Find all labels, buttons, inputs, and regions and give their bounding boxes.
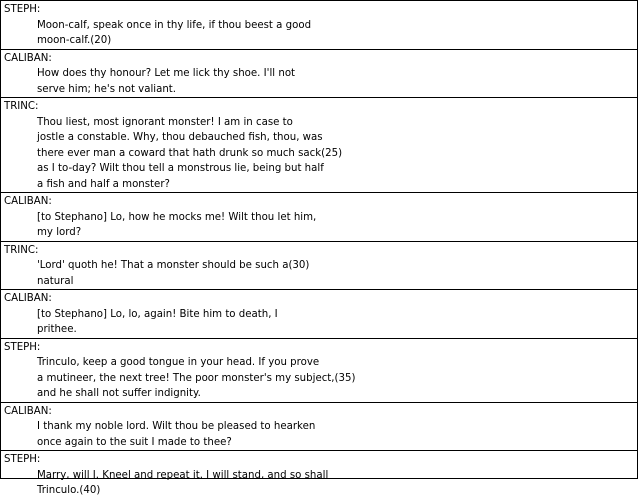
dialogue-line: a fish and half a monster? [37,178,170,190]
dialogue-line: 'Lord' quoth he! That a monster should be such a(30) [37,260,310,271]
dialogue-line: Thou liest, most ignorant monster! I am in case to [37,116,293,128]
dialogue-line: Trinculo, keep a good tongue in your head. If you prove [37,357,320,368]
dialogue-line: once again to the suit I made to thee? [37,436,232,448]
speech-block [1,97,637,192]
dialogue-line: [to Stephano] Lo, how he mocks me! Wilt thou let him, [37,211,317,223]
speech-block [1,450,637,499]
speaker-name: TRINC: [4,101,39,112]
dialogue-line: moon-calf.(20) [37,35,112,46]
dialogue-line: Marry, will I. Kneel and repeat it. I will stand, and so shall [37,469,329,481]
speech-block [1,0,637,49]
dialogue-line: serve him; he's not valiant. [37,83,177,95]
speaker-name: CALIBAN: [4,52,52,64]
speaker-name: CALIBAN: [4,405,52,417]
dialogue-line: there ever man a coward that hath drunk so much sack(25) [37,147,343,159]
dialogue-line: I thank my noble lord. Wilt thou be pleased to hearken [37,421,316,432]
speaker-name: STEPH: [4,454,41,465]
dialogue-line: prithee. [37,324,77,335]
dialogue-line: jostle a constable. Why, thou debauched fish, thou, was [37,132,323,143]
dialogue-line: natural [37,275,74,287]
speech-block [1,192,637,241]
speaker-name: TRINC: [4,244,39,256]
speaker-name: STEPH: [4,341,41,353]
speaker-name: STEPH: [4,4,41,15]
speech-block [1,402,637,451]
speech-block [1,49,637,98]
dialogue-line: and he shall not suffer indignity. [37,388,201,399]
dialogue-line: my lord? [37,227,82,238]
dialogue-line: Moon-calf, speak once in thy life, if thou beest a good [37,19,312,31]
dialogue-line: as I to-day? Wilt thou tell a monstrous lie, being but half [37,163,324,174]
dialogue-line: [to Stephano] Lo, lo, again! Bite him to death, I [37,308,278,320]
dialogue-line: Trinculo.(40) [37,485,101,496]
speech-block [1,338,637,402]
speech-block [1,241,637,290]
speaker-name: CALIBAN: [4,196,52,207]
dialogue-line: a mutineer, the next tree! The poor monster's my subject,(35) [37,372,356,384]
dialogue-line: How does thy honour? Let me lick thy shoe. I'll not [37,68,296,79]
speaker-name: CALIBAN: [4,293,52,304]
speech-block [1,289,637,338]
